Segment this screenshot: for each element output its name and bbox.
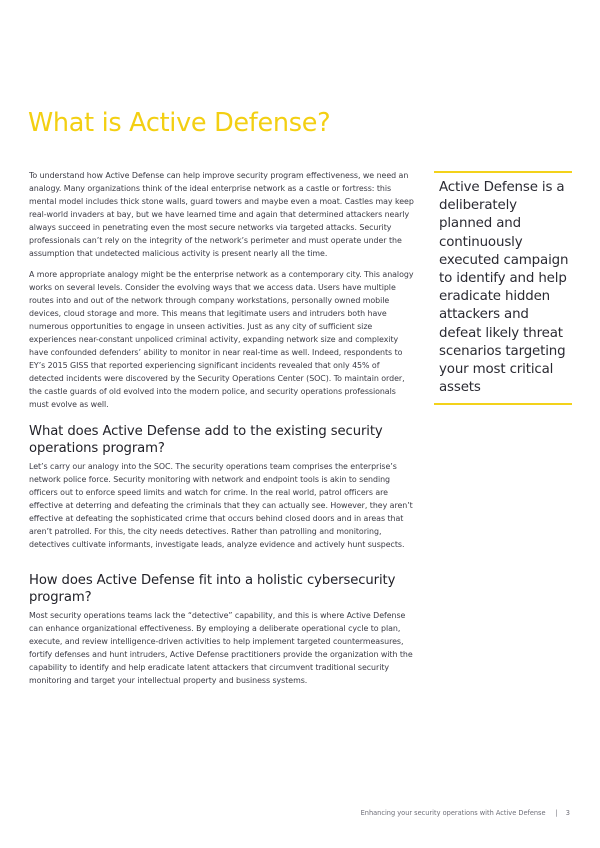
section-body: Let’s carry our analogy into the SOC. The security operations team comprises the enterprise’s network police force. Security monitoring with network and endpoint tools is akin to sending officers out to enforce speed limits and watch for crime. In the real world, patrol officers are effective at deterring and defeating the criminals that they can actually see. However, they aren’t effective at defeating the sophisticated crime that occurs behind closed doors and in areas that aren’t patrolled. For this, the city needs detectives. Rather than patrolling and monitoring, detectives cultivate informants, investigate leads, analyze evidence and actively hunt suspects. — [29, 462, 413, 549]
pull-quote-top-rule — [434, 171, 572, 173]
intro-paragraph-1: To understand how Active Defense can help improve security program effectiveness, we need an analogy. Many organizations think of the ideal enterprise network as a castle or fortress: this mental model includes thick stone walls, guard towers and maybe even a moat. Castles may keep real-world invaders at bay, but we have learned time and again that determined attackers nearly always succeed in penetrating even the most secure networks via targeted attacks. Security professionals can’t rely on the integrity of the network’s perimeter and must operate under the assumption that undetected malicious activity is present nearly all the time. — [29, 171, 414, 258]
intro-column — [29, 169, 414, 419]
intro-paragraph-2: A more appropriate analogy might be the enterprise network as a contemporary city. This analogy works on several levels. Consider the evolving ways that we access data. Users have multiple routes into and out of the network through company workstations, personally owned mobile devices, cloud storage and more. This means that legitimate users and intruders both have numerous opportunities to engage in unseen activities. Just as any city of sufficient size experiences near-constant unpoliced criminal activity, expanding network size and complexity have confounded defenders’ ability to monitor in near real-time as well. Indeed, respondents to EY’s 2015 GISS that reported experiencing significant incidents revealed that only 45% of detected incidents were discovered by the Security Operations Center (SOC). To maintain order, the castle guards of old evolved into the modern police, and security operations professionals must evolve as well. — [29, 270, 414, 409]
footer-separator: | — [555, 809, 558, 817]
pull-quote-bottom-rule — [434, 403, 572, 405]
footer-running-title: Enhancing your security operations with Active Defense — [360, 809, 546, 817]
section-heading: How does Active Defense fit into a holistic cybersecurity program? — [29, 573, 396, 605]
page-title: What is Active Defense? — [28, 108, 331, 138]
section-heading: What does Active Defense add to the existing security operations program? — [29, 424, 383, 456]
pull-quote — [434, 171, 572, 405]
section-holistic-program — [29, 573, 414, 695]
pull-quote-text: Active Defense is a deliberately planned and continuously executed campaign to identify and help eradicate hidden attackers and defeat likely threat scenarios targeting your most critical assets — [439, 180, 569, 396]
section-active-defense-adds — [29, 424, 414, 559]
page-number: 3 — [565, 809, 570, 817]
page-footer — [361, 809, 570, 817]
section-body: Most security operations teams lack the “detective” capability, and this is where Active Defense can enhance organizational effectiveness. By employing a deliberate operational cycle to plan, execute, and review intelligence-driven activities to help implement targeted countermeasures, fortify defenses and hunt intruders, Active Defense practitioners provide the organization with the capability to identify and help eradicate latent attackers that circumvent traditional security monitoring and target your intellectual property and business systems. — [29, 611, 413, 685]
